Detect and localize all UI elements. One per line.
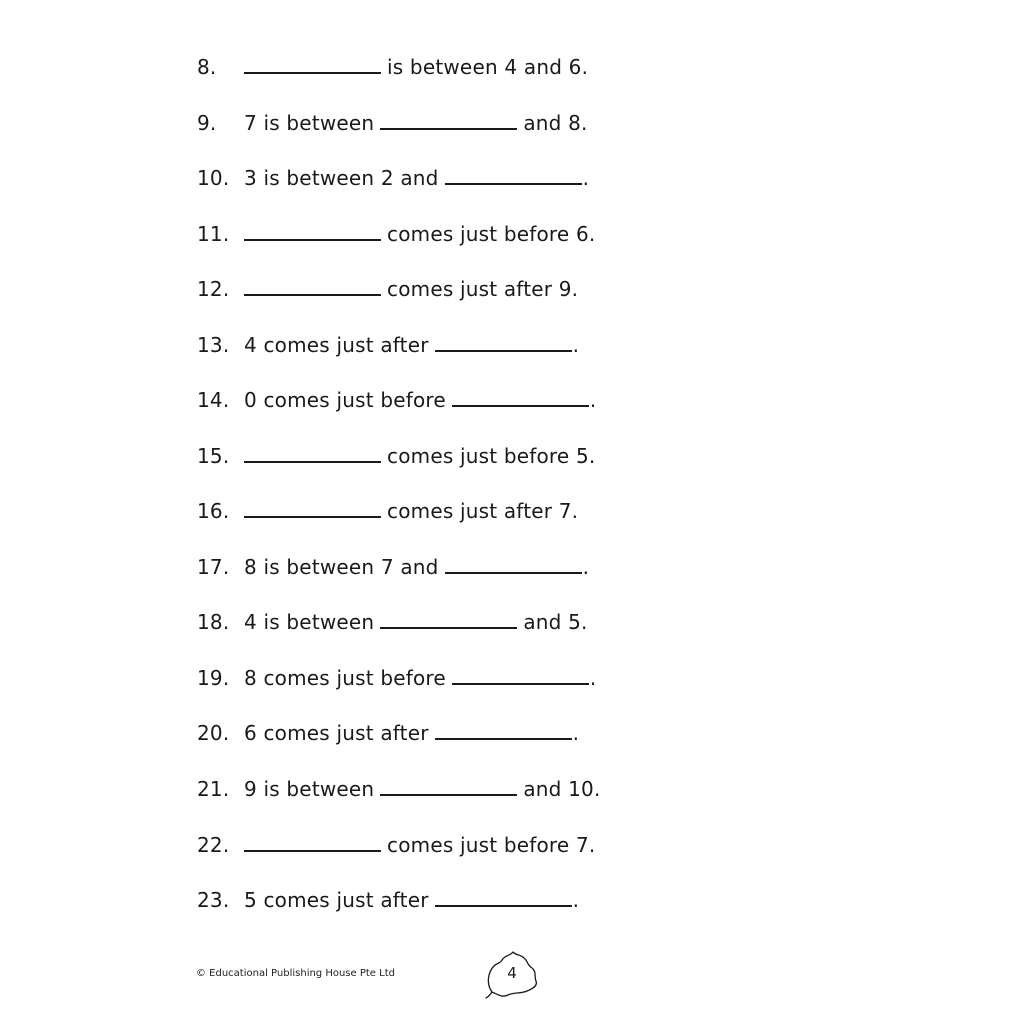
- question-text-after: .: [572, 333, 580, 357]
- question-text-after: .: [589, 388, 597, 412]
- answer-blank[interactable]: [380, 794, 517, 796]
- question-number: 21.: [197, 777, 230, 801]
- question-number: 15.: [197, 444, 230, 468]
- answer-blank[interactable]: [380, 627, 517, 629]
- question-number: 12.: [197, 277, 230, 301]
- answer-blank[interactable]: [244, 461, 381, 463]
- question-number: 17.: [197, 555, 230, 579]
- question-text-after: comes just before 7.: [387, 833, 596, 857]
- question-23: [197, 888, 579, 922]
- question-13: [197, 333, 579, 367]
- question-15: [197, 444, 595, 478]
- answer-blank[interactable]: [244, 294, 381, 296]
- question-number: 16.: [197, 499, 230, 523]
- question-number: 13.: [197, 333, 230, 357]
- page-number: 4: [507, 964, 517, 982]
- answer-blank[interactable]: [435, 905, 572, 907]
- question-text-after: .: [582, 166, 590, 190]
- question-number: 22.: [197, 833, 230, 857]
- question-19: [197, 666, 596, 700]
- answer-blank[interactable]: [435, 738, 572, 740]
- question-17: [197, 555, 589, 589]
- question-text-after: .: [582, 555, 590, 579]
- question-text-before: 3 is between 2 and: [244, 166, 439, 190]
- question-number: 9.: [197, 111, 217, 135]
- answer-blank[interactable]: [244, 516, 381, 518]
- question-14: [197, 388, 596, 422]
- question-text-after: and 5.: [523, 610, 588, 634]
- answer-blank[interactable]: [452, 405, 589, 407]
- question-number: 11.: [197, 222, 230, 246]
- question-number: 14.: [197, 388, 230, 412]
- answer-blank[interactable]: [452, 683, 589, 685]
- question-text-after: comes just before 6.: [387, 222, 596, 246]
- answer-blank[interactable]: [445, 572, 582, 574]
- question-text-after: and 8.: [523, 111, 588, 135]
- question-text-after: .: [572, 721, 580, 745]
- question-18: [197, 610, 588, 644]
- question-8: [197, 55, 588, 89]
- question-22: [197, 833, 595, 867]
- question-text-before: 4 is between: [244, 610, 375, 634]
- question-text-before: 9 is between: [244, 777, 375, 801]
- question-12: [197, 277, 578, 311]
- question-20: [197, 721, 579, 755]
- question-number: 19.: [197, 666, 230, 690]
- answer-blank[interactable]: [445, 183, 582, 185]
- question-text-before: 4 comes just after: [244, 333, 429, 357]
- answer-blank[interactable]: [244, 72, 381, 74]
- question-number: 10.: [197, 166, 230, 190]
- question-text-before: 8 is between 7 and: [244, 555, 439, 579]
- copyright-notice: © Educational Publishing House Pte Ltd: [196, 968, 395, 979]
- question-text-after: comes just after 9.: [387, 277, 579, 301]
- question-text-after: and 10.: [523, 777, 601, 801]
- question-number: 8.: [197, 55, 217, 79]
- question-text-before: 7 is between: [244, 111, 375, 135]
- question-16: [197, 499, 578, 533]
- question-number: 23.: [197, 888, 230, 912]
- question-text-after: is between 4 and 6.: [387, 55, 589, 79]
- answer-blank[interactable]: [244, 850, 381, 852]
- question-text-before: 0 comes just before: [244, 388, 446, 412]
- question-text-before: 8 comes just before: [244, 666, 446, 690]
- question-11: [197, 222, 595, 256]
- answer-blank[interactable]: [380, 128, 517, 130]
- answer-blank[interactable]: [244, 239, 381, 241]
- question-text-after: .: [572, 888, 580, 912]
- question-10: [197, 166, 589, 200]
- question-number: 20.: [197, 721, 230, 745]
- question-9: [197, 111, 588, 145]
- question-text-before: 6 comes just after: [244, 721, 429, 745]
- question-text-after: .: [589, 666, 597, 690]
- question-text-before: 5 comes just after: [244, 888, 429, 912]
- question-text-after: comes just after 7.: [387, 499, 579, 523]
- question-number: 18.: [197, 610, 230, 634]
- question-21: [197, 777, 601, 811]
- answer-blank[interactable]: [435, 350, 572, 352]
- question-text-after: comes just before 5.: [387, 444, 596, 468]
